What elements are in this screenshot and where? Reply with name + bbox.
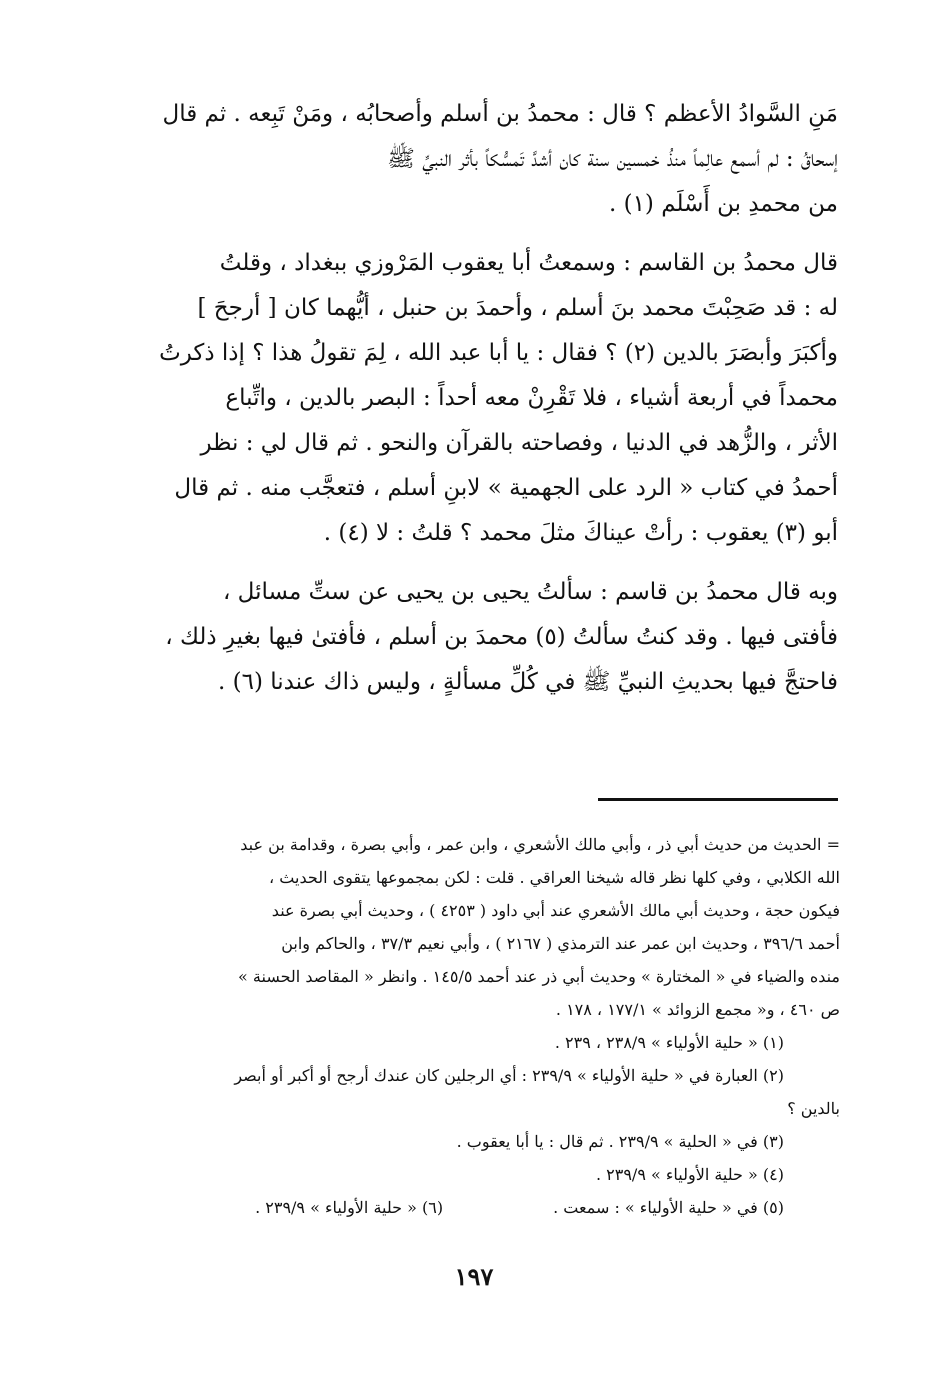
- text-line: فاحتجَّ فيها بحديثِ النبيِّ ﷺ في كُلِّ مسألةٍ ، وليس ذاك عندنا (٦) .: [217, 669, 838, 695]
- footnote-continuation-line: أحمد ٣٩٦/٦ ، وحديث ابن عمر عند الترمذي ( ٢١٦٧ ) ، وأبي نعيم ٣٧/٣ ، والحاكم وابن: [281, 934, 840, 953]
- footnote-3: (٣) في « الحلية » ٢٣٩/٩ . ثم قال : يا أبا يعقوب .: [456, 1132, 784, 1151]
- footnote-4: (٤) « حلية الأولياء » ٢٣٩/٩ .: [595, 1165, 784, 1184]
- footnote-continuation-line: فيكون حجة ، وحديث أبي مالك الأشعري عند أبي داود ( ٤٢٥٣ ) ، وحديث أبي بصرة عند: [271, 901, 840, 920]
- text-line: فأفتى فيها . وقد كنتُ سألتُ (٥) محمدَ بن أسلم ، فأفتىٰ فيها بغيرِ ذلك ،: [165, 624, 838, 650]
- footnotes: [128, 828, 840, 1224]
- footnote-continuation-line: منده والضياء في « المختارة » وحديث أبي ذر عند أحمد ١٤٥/٥ . وانظر « المقاصد الحسنة »: [238, 967, 840, 986]
- text-line: مَنِ السَّوادُ الأعظم ؟ قال : محمدُ بن أسلم وأصحابُه ، ومَنْ تَبِعه . ثم قال: [162, 101, 838, 127]
- footnote-continuation-line: = الحديث من حديث أبي ذر ، وأبي مالك الأشعري ، وابن عمر ، وأبي بصرة ، وقدامة بن عبد: [240, 835, 840, 854]
- footnote-5: (٥) في « حلية الأولياء » : سمعت .: [553, 1198, 784, 1217]
- text-line: وأكبَرَ وأبصَرَ بالدين (٢) ؟ فقال : يا أبا عبد الله ، لِمَ تقولُ هذا ؟ إذا ذكرتُ: [159, 340, 838, 366]
- footnote-1: (١) « حلية الأولياء » ٢٣٨/٩ ، ٢٣٩ .: [554, 1033, 784, 1052]
- footnotes-5-6-row: [128, 1191, 840, 1224]
- paragraph-3: [128, 570, 838, 705]
- footnote-continuation-line: الله الكلابي ، وفي كلها نظر قاله شيخنا العراقي . قلت : لكن بمجموعها يتقوى الحديث ،: [269, 868, 840, 887]
- text-line: الأثر ، والزُّهد في الدنيا ، وفصاحته بالقرآن والنحو . ثم قال لي : نظر: [200, 430, 838, 456]
- paragraph-2: [128, 241, 838, 556]
- text-line: من محمدِ بن أَسْلَم (١) .: [608, 191, 838, 217]
- footnote-6: (٦) « حلية الأولياء » ٢٣٩/٩ .: [255, 1198, 444, 1217]
- text-line: له : قد صَحِبْتَ محمد بنَ أسلم ، وأحمدَ بن حنبل ، أيُّهما كان [ أرجحَ ]: [197, 295, 838, 321]
- text-line: أحمدُ في كتاب « الرد على الجهمية » لابنِ أسلم ، فتعجَّب منه . ثم قال: [174, 475, 838, 501]
- paragraph-1: [128, 92, 838, 227]
- footnote-separator: [598, 798, 838, 801]
- footnote-continuation-line: ص ٤٦٠ ، و« مجمع الزوائد » ١٧٧/١ ، ١٧٨ .: [555, 1000, 840, 1019]
- text-line: إسحاقُ : لم أسمع عالِماً منذُ خمسين سنة كان أشدَّ تَمسُّكاً بأثر النبيِّ ﷺ: [387, 146, 838, 172]
- footnote-2-continuation: بالدين ؟: [787, 1099, 840, 1118]
- text-line: محمداً في أربعة أشياء ، فلا تَقْرِنْ معه أحداً : البصر بالدين ، واتِّباع: [225, 385, 838, 411]
- text-line: قال محمدُ بن القاسم : وسمعتُ أبا يعقوب المَرْوزي ببغداد ، وقلتُ: [219, 250, 838, 276]
- main-text: [128, 92, 838, 719]
- page-number: ١٩٧: [454, 1262, 494, 1291]
- text-line: وبه قال محمدُ بن قاسم : سألتُ يحيى بن يحيى عن ستِّ مسائل ،: [222, 579, 838, 605]
- footnote-2: (٢) العبارة في « حلية الأولياء » ٢٣٩/٩ : أي الرجلين كان عندك أرجح أو أكبر أو أبصر: [234, 1066, 784, 1085]
- text-line: أبو (٣) يعقوب : رأتْ عيناكَ مثلَ محمد ؟ قلتُ : لا (٤) .: [323, 520, 838, 546]
